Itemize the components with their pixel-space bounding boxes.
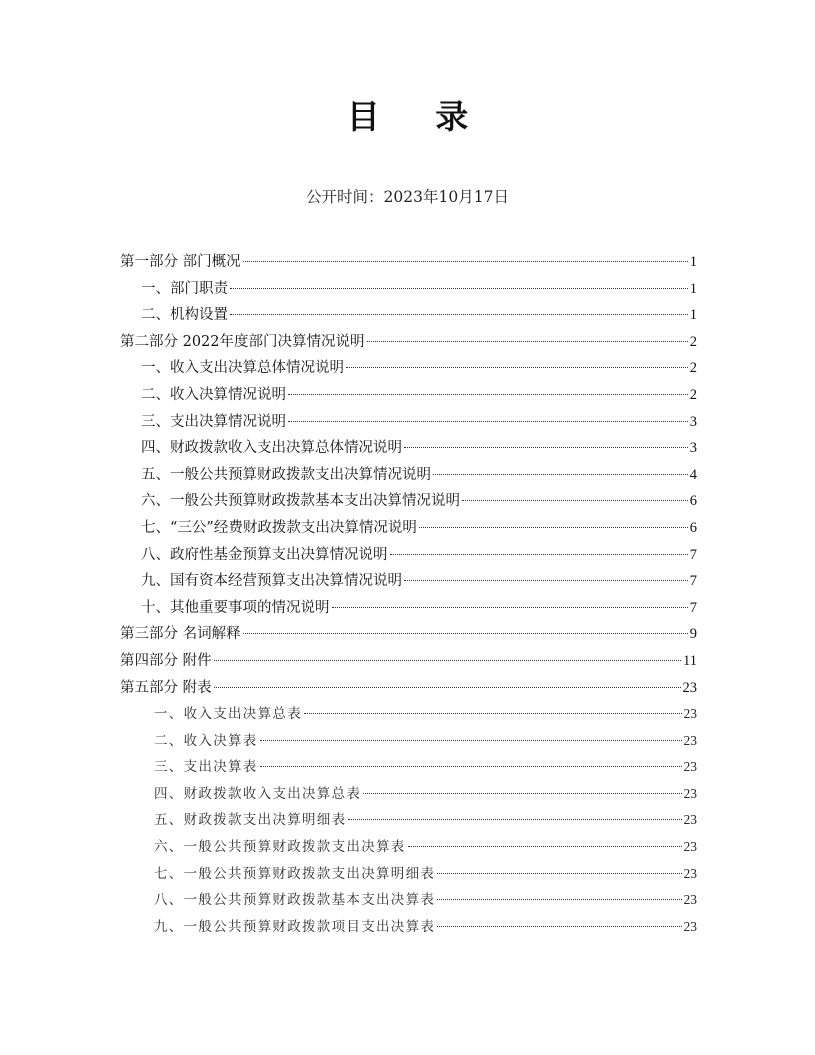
toc-entry-page-number: 23 (683, 706, 697, 722)
dot-leader (346, 367, 688, 368)
dot-leader (260, 766, 682, 767)
toc-entry-label: 二、机构设置 (141, 307, 228, 324)
toc-entry[interactable] (120, 462, 697, 489)
toc-entry-page-number: 23 (683, 865, 697, 881)
toc-entry[interactable] (120, 435, 697, 462)
toc-entry-label: 四、财政拨款收入支出决算总表 (154, 785, 362, 802)
dot-leader (243, 633, 688, 634)
toc-entry-page-number: 23 (683, 759, 697, 775)
toc-entry-page-number: 9 (689, 626, 697, 643)
toc-entry[interactable] (120, 675, 697, 702)
toc-entry-label: 七、一般公共预算财政拨款支出决算明细表 (154, 865, 436, 882)
toc-entry[interactable] (120, 302, 697, 329)
toc-entry-label: 五、财政拨款支出决算明细表 (154, 812, 347, 829)
toc-entry-page-number: 23 (683, 785, 697, 801)
toc-entry-page-number: 2 (689, 360, 697, 377)
dot-leader (404, 580, 688, 581)
dot-leader (408, 846, 682, 847)
toc-entry-page-number: 1 (689, 280, 697, 297)
toc-entry[interactable] (120, 834, 697, 861)
toc-entry[interactable] (120, 648, 697, 675)
toc-entry[interactable] (120, 861, 697, 888)
toc-entry-page-number: 2 (689, 386, 697, 403)
toc-entry-page-number: 23 (683, 839, 697, 855)
toc-entry[interactable] (120, 887, 697, 914)
toc-entry-label: 三、支出决算表 (154, 759, 258, 776)
toc-entry-label: 八、政府性基金预算支出决算情况说明 (141, 546, 388, 563)
dot-leader (419, 527, 688, 528)
toc-entry[interactable] (120, 409, 697, 436)
toc-entry[interactable] (120, 701, 697, 728)
toc-entry-page-number: 23 (683, 812, 697, 828)
toc-entry-label: 第二部分 2022年度部门决算情况说明 (120, 333, 365, 350)
dot-leader (230, 314, 688, 315)
dot-leader (288, 394, 688, 395)
toc-entry-page-number: 23 (683, 732, 697, 748)
toc-entry-page-number: 6 (689, 519, 697, 536)
toc-entry-page-number: 7 (689, 546, 697, 563)
toc-entry-page-number: 23 (682, 679, 697, 696)
toc-entry[interactable] (120, 568, 697, 595)
toc-entry[interactable] (120, 754, 697, 781)
dot-leader (462, 500, 688, 501)
toc-entry-label: 一、收入支出决算总表 (154, 706, 302, 723)
table-of-contents (120, 249, 697, 940)
toc-entry-label: 九、一般公共预算财政拨款项目支出决算表 (154, 918, 436, 935)
dot-leader (367, 341, 688, 342)
dot-leader (230, 288, 688, 289)
toc-entry[interactable] (120, 488, 697, 515)
toc-entry[interactable] (120, 276, 697, 303)
toc-entry[interactable] (120, 781, 697, 808)
dot-leader (404, 447, 688, 448)
toc-entry-page-number: 3 (689, 440, 697, 457)
toc-entry-page-number: 1 (689, 307, 697, 324)
toc-entry-label: 九、国有资本经营预算支出决算情况说明 (141, 573, 402, 590)
toc-entry-label: 第四部分 附件 (120, 652, 212, 669)
toc-entry[interactable] (120, 382, 697, 409)
toc-entry-page-number: 11 (683, 652, 697, 669)
toc-entry-page-number: 23 (683, 918, 697, 934)
toc-entry[interactable] (120, 914, 697, 941)
toc-entry-label: 十、其他重要事项的情况说明 (141, 599, 330, 616)
dot-leader (214, 687, 681, 688)
toc-entry-page-number: 3 (689, 413, 697, 430)
toc-entry-page-number: 1 (689, 254, 697, 270)
toc-entry-label: 第五部分 附表 (120, 679, 212, 696)
toc-entry-label: 第三部分 名词解释 (120, 626, 241, 643)
dot-leader (288, 421, 688, 422)
toc-entry-label: 六、一般公共预算财政拨款支出决算表 (154, 839, 406, 856)
toc-entry[interactable] (120, 728, 697, 755)
dot-leader (332, 607, 688, 608)
toc-entry-label: 六、一般公共预算财政拨款基本支出决算情况说明 (141, 493, 460, 510)
toc-entry-label: 二、收入决算表 (154, 732, 258, 749)
toc-entry-label: 一、部门职责 (141, 280, 228, 297)
dot-leader (260, 740, 682, 741)
page-title: 目 录 (346, 97, 491, 136)
dot-leader (243, 261, 688, 262)
dot-leader (437, 873, 681, 874)
toc-entry-page-number: 6 (689, 493, 697, 510)
dot-leader (363, 793, 681, 794)
toc-entry-label: 三、支出决算情况说明 (141, 413, 286, 430)
toc-entry-label: 五、一般公共预算财政拨款支出决算情况说明 (141, 466, 431, 483)
dot-leader (214, 660, 681, 661)
toc-entry[interactable] (120, 355, 697, 382)
toc-entry-label: 一、收入支出决算总体情况说明 (141, 360, 344, 377)
toc-entry[interactable] (120, 542, 697, 569)
toc-entry-page-number: 7 (689, 599, 697, 616)
toc-entry-page-number: 4 (689, 466, 697, 483)
toc-entry-label: 七、“三公”经费财政拨款支出决算情况说明 (141, 519, 417, 536)
toc-entry-label: 四、财政拨款收入支出决算总体情况说明 (141, 440, 402, 457)
toc-entry[interactable] (120, 329, 697, 356)
toc-entry[interactable] (120, 249, 697, 276)
toc-entry-page-number: 23 (683, 892, 697, 908)
dot-leader (437, 899, 681, 900)
toc-entry[interactable] (120, 621, 697, 648)
dot-leader (304, 713, 682, 714)
toc-entry-page-number: 2 (689, 333, 697, 350)
toc-entry[interactable] (120, 807, 697, 834)
toc-entry-page-number: 7 (689, 573, 697, 590)
toc-entry[interactable] (120, 515, 697, 542)
dot-leader (390, 554, 688, 555)
dot-leader (348, 819, 681, 820)
toc-entry[interactable] (120, 595, 697, 622)
dot-leader (433, 474, 688, 475)
toc-entry-label: 第一部分 部门概况 (120, 254, 241, 270)
toc-entry-label: 二、收入决算情况说明 (141, 386, 286, 403)
publish-date: 公开时间：2023年10月17日 (306, 188, 509, 206)
dot-leader (437, 926, 681, 927)
toc-entry-label: 八、一般公共预算财政拨款基本支出决算表 (154, 892, 436, 909)
